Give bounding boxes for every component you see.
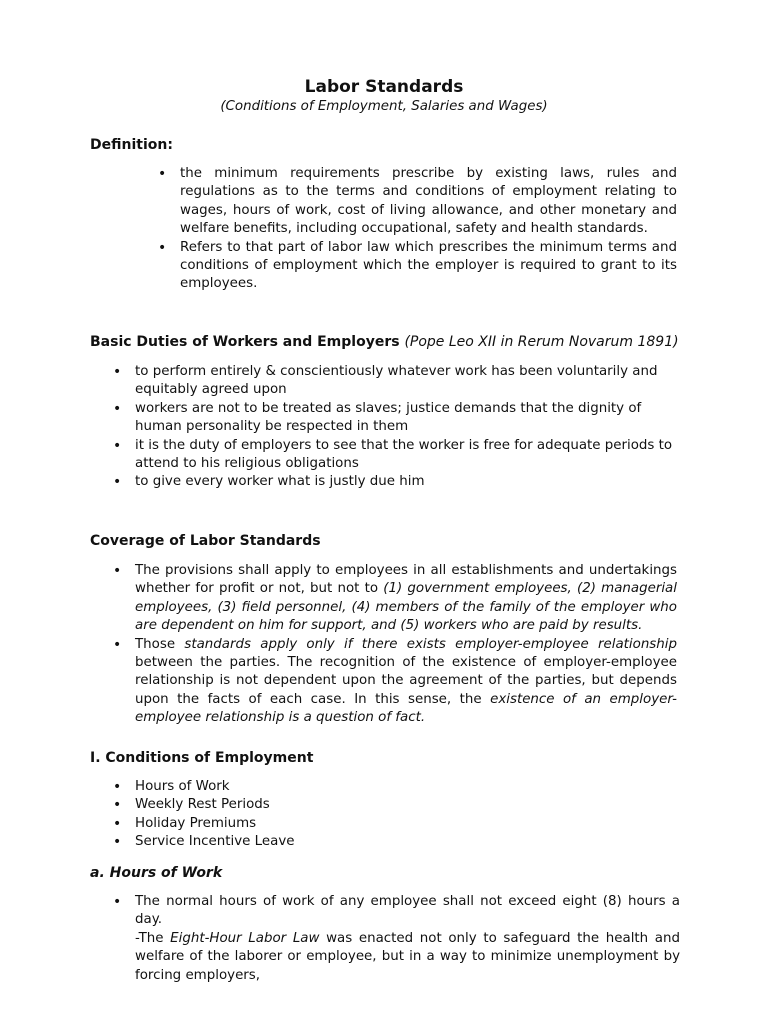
- hours-list: [135, 893, 680, 985]
- list-item: • Weekly Rest Periods: [135, 796, 635, 814]
- list-item: • to give every worker what is justly due him: [135, 473, 680, 491]
- page-title: Labor Standards: [304, 77, 464, 97]
- list-item: • Hours of Work: [135, 778, 635, 796]
- coverage-emphasis: standards apply only if there exists employer-employee relationship: [184, 636, 677, 652]
- definition-heading: Definition:: [90, 137, 173, 153]
- coverage-emphasis: existence of an employer-employee relationship is a question of fact.: [135, 691, 677, 726]
- hours-text: was enacted not only to safeguard the health and welfare of the laborer or employee, but in a way to minimize unemployment by forcing employers,: [135, 930, 681, 983]
- list-item: [135, 562, 677, 636]
- duties-list: [135, 363, 680, 492]
- list-item: • the minimum requirements prescribe by existing laws, rules and regulations as to the terms and conditions of employment relating to wages, hours of work, cost of living allowance, and other monetary and welfare benefits, including occupational, safety and health standards.: [180, 165, 677, 239]
- list-item: • workers are not to be treated as slaves; justice demands that the dignity of human personality be respected in them: [135, 400, 680, 437]
- coverage-list: [135, 562, 677, 728]
- duties-heading-text: Basic Duties of Workers and Employers: [90, 334, 400, 350]
- coverage-exclusions: (1) government employees, (2) managerial employees, (3) field personnel, (4) members of the family of the employer who are dependent on him for support, and (5) workers who are paid by results.: [135, 581, 677, 634]
- list-item: • Service Incentive Leave: [135, 833, 635, 851]
- conditions-heading: I. Conditions of Employment: [90, 750, 314, 766]
- hours-prefix: -The: [135, 930, 171, 946]
- coverage-heading: Coverage of Labor Standards: [90, 533, 321, 549]
- coverage-text: between the parties. The recognition of the existence of employer-employee relationship is not dependent upon the agreement of the parties, but depends upon the facts of each case. In this sense, the: [135, 655, 677, 707]
- duties-heading-note: (Pope Leo XII in Rerum Novarum 1891): [404, 334, 679, 350]
- hours-line: • The normal hours of work of any employee shall not exceed eight (8) hours a day.: [135, 894, 680, 928]
- hours-law-name: Eight-Hour Labor Law: [170, 930, 320, 946]
- conditions-list: [135, 778, 635, 852]
- list-item: • Refers to that part of labor law which prescribes the minimum terms and conditions of employment which the employer is required to grant to its employees.: [180, 239, 677, 294]
- coverage-text: Those: [135, 636, 185, 652]
- duties-heading: [90, 332, 679, 352]
- list-item: [135, 893, 680, 985]
- page-subtitle: (Conditions of Employment, Salaries and Wages): [220, 99, 548, 114]
- list-item: • Holiday Premiums: [135, 815, 635, 833]
- list-item: [135, 636, 677, 728]
- list-item: • to perform entirely & conscientiously whatever work has been voluntarily and equitably agreed upon: [135, 363, 680, 400]
- hours-heading: a. Hours of Work: [90, 865, 223, 881]
- definition-list: [180, 165, 677, 294]
- coverage-text: The provisions shall apply to employees in all establishments and undertakings whether for profit or not, but not to: [135, 563, 677, 597]
- list-item: • it is the duty of employers to see that the worker is free for adequate periods to attend to his religious obligations: [135, 437, 680, 474]
